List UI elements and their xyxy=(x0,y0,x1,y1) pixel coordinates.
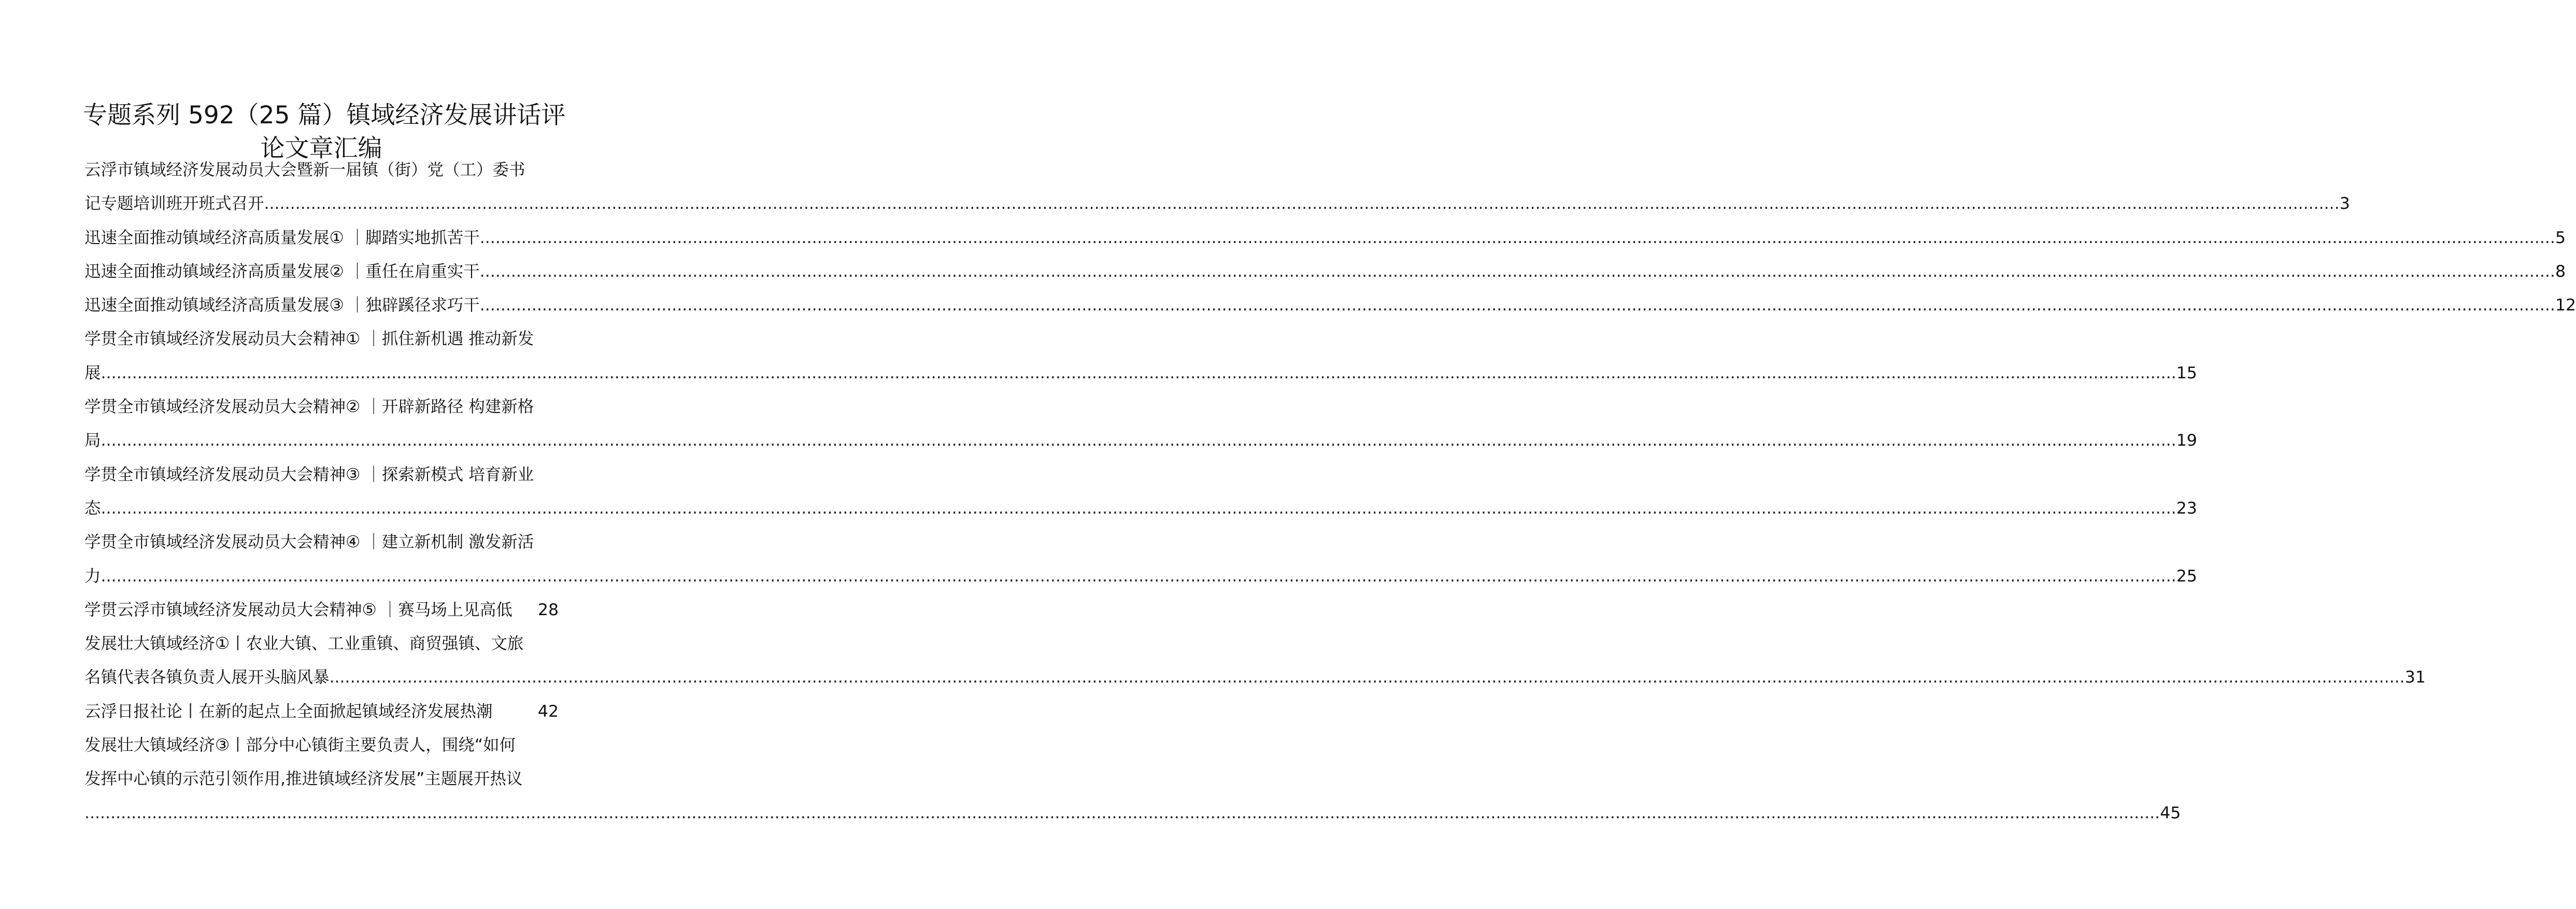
toc-entry[interactable] xyxy=(84,255,2566,289)
toc-entry[interactable] xyxy=(84,797,2181,830)
toc-entry-text: 记专题培训班开班式召开 xyxy=(84,194,264,214)
toc-page-number: 19 xyxy=(2176,431,2197,450)
toc-entry-text: 迅速全面推动镇域经济高质量发展③ ｜独辟蹊径求巧干 xyxy=(84,296,480,315)
toc-entry[interactable] xyxy=(84,153,559,187)
toc-entry[interactable] xyxy=(84,627,559,661)
toc-entry[interactable] xyxy=(84,390,559,424)
toc-entry-text: 态 xyxy=(84,499,101,518)
toc-entry[interactable] xyxy=(84,729,559,762)
toc-entry[interactable] xyxy=(84,322,559,356)
table-of-contents xyxy=(84,153,2576,830)
toc-page-number: 45 xyxy=(2160,803,2181,822)
toc-entry[interactable] xyxy=(84,357,2197,390)
toc-entry-text: 名镇代表各镇负责人展开头脑风暴 xyxy=(84,668,330,687)
toc-leader-dots: ................................................................................................................................................................................................................................................................................................................................................................................................................ xyxy=(479,262,2555,281)
toc-entry[interactable] xyxy=(84,424,2197,458)
toc-entry-text: 云浮日报社论丨在新的起点上全面掀起镇域经济发展热潮 xyxy=(84,702,493,721)
toc-entry[interactable] xyxy=(84,458,559,492)
toc-leader-dots: ................................................................................................................................................................................................................................................................................................................................................................................................................ xyxy=(264,194,2340,214)
toc-entry-text: 局 xyxy=(84,431,101,450)
toc-entry-text: 学贯全市镇域经济发展动员大会精神④ ｜建立新机制 激发新活 xyxy=(84,533,534,552)
toc-entry[interactable] xyxy=(84,593,559,627)
toc-entry-text: 力 xyxy=(84,566,101,586)
toc-page-number: 12 xyxy=(2555,296,2576,315)
toc-entry-text: 云浮市镇域经济发展动员大会暨新一届镇（街）党（工）委书 xyxy=(84,161,525,179)
title-line-2: 论文章汇编 xyxy=(260,134,382,163)
toc-entry[interactable] xyxy=(84,492,2197,525)
toc-leader-dots: ................................................................................................................................................................................................................................................................................................................................................................................................................ xyxy=(479,228,2555,247)
toc-leader-dots: ................................................................................................................................................................................................................................................................................................................................................................................................................ xyxy=(84,803,2160,822)
toc-entry-text: 学贯全市镇域经济发展动员大会精神③ ｜探索新模式 培育新业 xyxy=(84,465,534,484)
toc-entry-text: 展 xyxy=(84,363,101,382)
toc-entry[interactable] xyxy=(84,762,559,796)
toc-leader-dots: ................................................................................................................................................................................................................................................................................................................................................................................................................ xyxy=(101,363,2176,382)
toc-entry-text: 学贯云浮市镇域经济发展动员大会精神⑤ ｜赛马场上见高低 xyxy=(84,600,513,619)
toc-entry[interactable] xyxy=(84,560,2197,593)
toc-entry-text: 发展壮大镇域经济①丨农业大镇、工业重镇、商贸强镇、文旅 xyxy=(84,634,524,654)
toc-leader-dots: ................................................................................................................................................................................................................................................................................................................................................................................................................ xyxy=(101,499,2176,518)
toc-entry-text: 迅速全面推动镇域经济高质量发展② ｜重任在肩重实干 xyxy=(84,262,480,281)
toc-entry[interactable] xyxy=(84,525,559,559)
toc-leader-dots: ................................................................................................................................................................................................................................................................................................................................................................................................................ xyxy=(479,296,2555,315)
toc-page-number: 3 xyxy=(2339,194,2350,214)
toc-page-number: 5 xyxy=(2555,228,2566,247)
toc-entry-text: 迅速全面推动镇域经济高质量发展① ｜脚踏实地抓苦干 xyxy=(84,228,480,247)
toc-entry-text: 学贯全市镇域经济发展动员大会精神② ｜开辟新路径 构建新格 xyxy=(84,397,534,417)
toc-page-number: 15 xyxy=(2176,363,2197,382)
toc-entry[interactable] xyxy=(84,661,2426,694)
toc-entry-text: 学贯全市镇域经济发展动员大会精神① ｜抓住新机遇 推动新发 xyxy=(84,330,534,349)
toc-page-number: 25 xyxy=(2176,566,2197,586)
toc-entry-text: 发挥中心镇的示范引领作用,推进镇域经济发展”主题展开热议 xyxy=(84,770,523,789)
toc-entry-text: 发展壮大镇域经济③丨部分中心镇街主要负责人，围绕“如何 xyxy=(84,736,516,755)
toc-entry[interactable] xyxy=(84,187,2350,221)
toc-page-number: 23 xyxy=(2176,499,2197,518)
toc-page-number: 31 xyxy=(2404,668,2426,687)
toc-entry[interactable] xyxy=(84,289,2576,322)
toc-page-number: 8 xyxy=(2555,262,2566,281)
toc-leader-dots: ................................................................................................................................................................................................................................................................................................................................................................................................................ xyxy=(101,566,2176,586)
toc-entry[interactable] xyxy=(84,695,559,729)
toc-leader-dots: ................................................................................................................................................................................................................................................................................................................................................................................................................ xyxy=(101,431,2176,450)
toc-leader-dots: ................................................................................................................................................................................................................................................................................................................................................................................................................ xyxy=(329,668,2405,687)
title-line-1: 专题系列 592（25 篇）镇域经济发展讲话评 xyxy=(83,101,566,130)
toc-page-number: 42 xyxy=(537,702,559,721)
toc-page-number: 28 xyxy=(537,600,559,619)
toc-entry[interactable] xyxy=(84,221,2566,255)
